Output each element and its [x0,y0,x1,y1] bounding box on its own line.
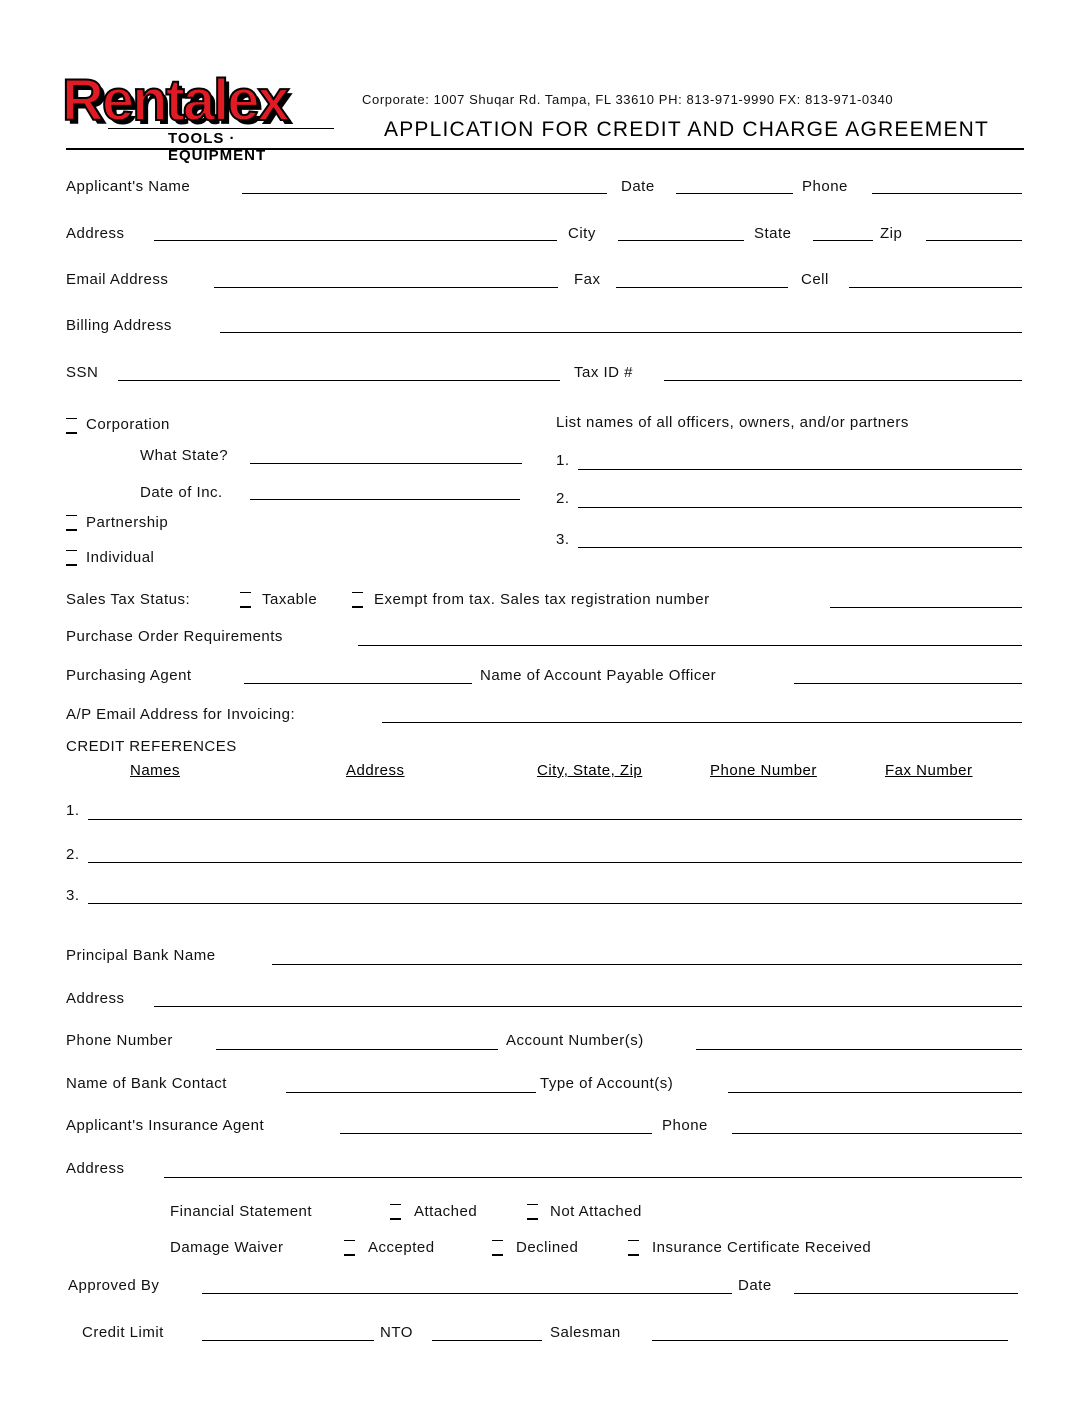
type-of-accounts-field[interactable] [728,1092,1022,1093]
fax-label: Fax [574,271,601,288]
accepted-checkbox[interactable] [344,1240,355,1256]
insurance-phone-field[interactable] [732,1133,1022,1134]
account-numbers-field[interactable] [696,1049,1022,1050]
reference-1-number: 1. [66,802,80,819]
email-label: Email Address [66,271,169,288]
logo-wordmark: Rentalex [62,68,288,133]
address-field[interactable] [154,240,557,241]
company-info: Corporate: 1007 Shuqar Rd. Tampa, FL 33610 PH: 813-971-9990 FX: 813-971-0340 [362,92,894,107]
partnership-checkbox[interactable] [66,515,77,531]
reference-2-number: 2. [66,846,80,863]
approved-by-label: Approved By [68,1277,160,1294]
column-names: Names [130,762,181,779]
exempt-checkbox[interactable] [352,592,363,608]
applicant-name-label: Applicant's Name [66,178,191,195]
type-of-accounts-label: Type of Account(s) [540,1075,674,1092]
reference-3-field[interactable] [88,903,1022,904]
insurance-certificate-label: Insurance Certificate Received [652,1239,872,1256]
attached-label: Attached [414,1203,478,1220]
ssn-label: SSN [66,364,99,381]
officer-3-number: 3. [556,531,570,548]
sales-tax-status-label: Sales Tax Status: [66,591,191,608]
city-label: City [568,225,596,242]
officer-2-number: 2. [556,490,570,507]
account-numbers-label: Account Number(s) [506,1032,644,1049]
bank-phone-label: Phone Number [66,1032,173,1049]
bank-contact-field[interactable] [286,1092,536,1093]
bank-phone-field[interactable] [216,1049,498,1050]
officers-prompt: List names of all officers, owners, and/or partners [556,414,909,431]
column-city-state-zip: City, State, Zip [537,762,643,779]
reference-1-field[interactable] [88,819,1022,820]
logo [62,68,338,164]
date-of-inc-label: Date of Inc. [140,484,223,501]
cell-field[interactable] [849,287,1022,288]
taxable-label: Taxable [262,591,318,608]
tax-id-field[interactable] [664,380,1022,381]
officer-3-field[interactable] [578,547,1022,548]
bank-name-label: Principal Bank Name [66,947,216,964]
state-label: State [754,225,792,242]
declined-label: Declined [516,1239,579,1256]
corporation-label: Corporation [86,416,170,433]
insurance-certificate-checkbox[interactable] [628,1240,639,1256]
salesman-field[interactable] [652,1340,1008,1341]
date-label: Date [621,178,655,195]
ap-email-label: A/P Email Address for Invoicing: [66,706,296,723]
what-state-label: What State? [140,447,229,464]
insurance-phone-label: Phone [662,1117,708,1134]
nto-label: NTO [380,1324,413,1341]
individual-label: Individual [86,549,155,566]
billing-address-label: Billing Address [66,317,172,334]
zip-label: Zip [880,225,903,242]
address-label: Address [66,225,125,242]
approved-by-field[interactable] [202,1293,732,1294]
state-field[interactable] [813,240,873,241]
purchasing-agent-field[interactable] [244,683,472,684]
ssn-field[interactable] [118,380,560,381]
header-rule [66,148,1024,150]
approved-date-field[interactable] [794,1293,1018,1294]
fax-field[interactable] [616,287,788,288]
purchasing-agent-label: Purchasing Agent [66,667,192,684]
taxable-checkbox[interactable] [240,592,251,608]
phone-label: Phone [802,178,848,195]
reference-2-field[interactable] [88,862,1022,863]
ap-email-field[interactable] [382,722,1022,723]
phone-field[interactable] [872,193,1022,194]
tax-id-label: Tax ID # [574,364,634,381]
credit-limit-label: Credit Limit [82,1324,164,1341]
officer-1-number: 1. [556,452,570,469]
credit-references-title: CREDIT REFERENCES [66,738,237,755]
partnership-label: Partnership [86,514,169,531]
column-fax-number: Fax Number [885,762,973,779]
attached-checkbox[interactable] [390,1204,401,1220]
date-of-inc-field[interactable] [250,499,520,500]
reference-3-number: 3. [66,887,80,904]
bank-name-field[interactable] [272,964,1022,965]
logo-subtitle: TOOLS · EQUIPMENT [168,130,267,164]
salesman-label: Salesman [550,1324,621,1341]
zip-field[interactable] [926,240,1022,241]
insurance-agent-label: Applicant's Insurance Agent [66,1117,265,1134]
credit-limit-field[interactable] [202,1340,374,1341]
bank-address-label: Address [66,990,125,1007]
corporation-checkbox[interactable] [66,418,77,434]
billing-address-field[interactable] [220,332,1022,333]
date-field[interactable] [676,193,793,194]
bank-contact-label: Name of Bank Contact [66,1075,227,1092]
bank-address-field[interactable] [154,1006,1022,1007]
sales-tax-registration-field[interactable] [830,607,1022,608]
approved-date-label: Date [738,1277,772,1294]
po-requirements-label: Purchase Order Requirements [66,628,283,645]
accounts-payable-field[interactable] [794,683,1022,684]
nto-field[interactable] [432,1340,542,1341]
po-requirements-field[interactable] [358,645,1022,646]
insurance-address-field[interactable] [164,1177,1022,1178]
city-field[interactable] [618,240,744,241]
insurance-agent-field[interactable] [340,1133,652,1134]
cell-label: Cell [801,271,829,288]
exempt-label: Exempt from tax. Sales tax registration number [374,591,710,608]
what-state-field[interactable] [250,463,522,464]
accounts-payable-label: Name of Account Payable Officer [480,667,717,684]
email-field[interactable] [214,287,558,288]
individual-checkbox[interactable] [66,550,77,566]
form-title: APPLICATION FOR CREDIT AND CHARGE AGREEMENT [384,118,990,141]
declined-checkbox[interactable] [492,1240,503,1256]
column-address: Address [346,762,405,779]
not-attached-label: Not Attached [550,1203,642,1220]
accepted-label: Accepted [368,1239,435,1256]
applicant-name-field[interactable] [242,193,607,194]
officer-1-field[interactable] [578,469,1022,470]
not-attached-checkbox[interactable] [527,1204,538,1220]
column-phone-number: Phone Number [710,762,817,779]
insurance-address-label: Address [66,1160,125,1177]
financial-statement-label: Financial Statement [170,1203,313,1220]
officer-2-field[interactable] [578,507,1022,508]
damage-waiver-label: Damage Waiver [170,1239,284,1256]
